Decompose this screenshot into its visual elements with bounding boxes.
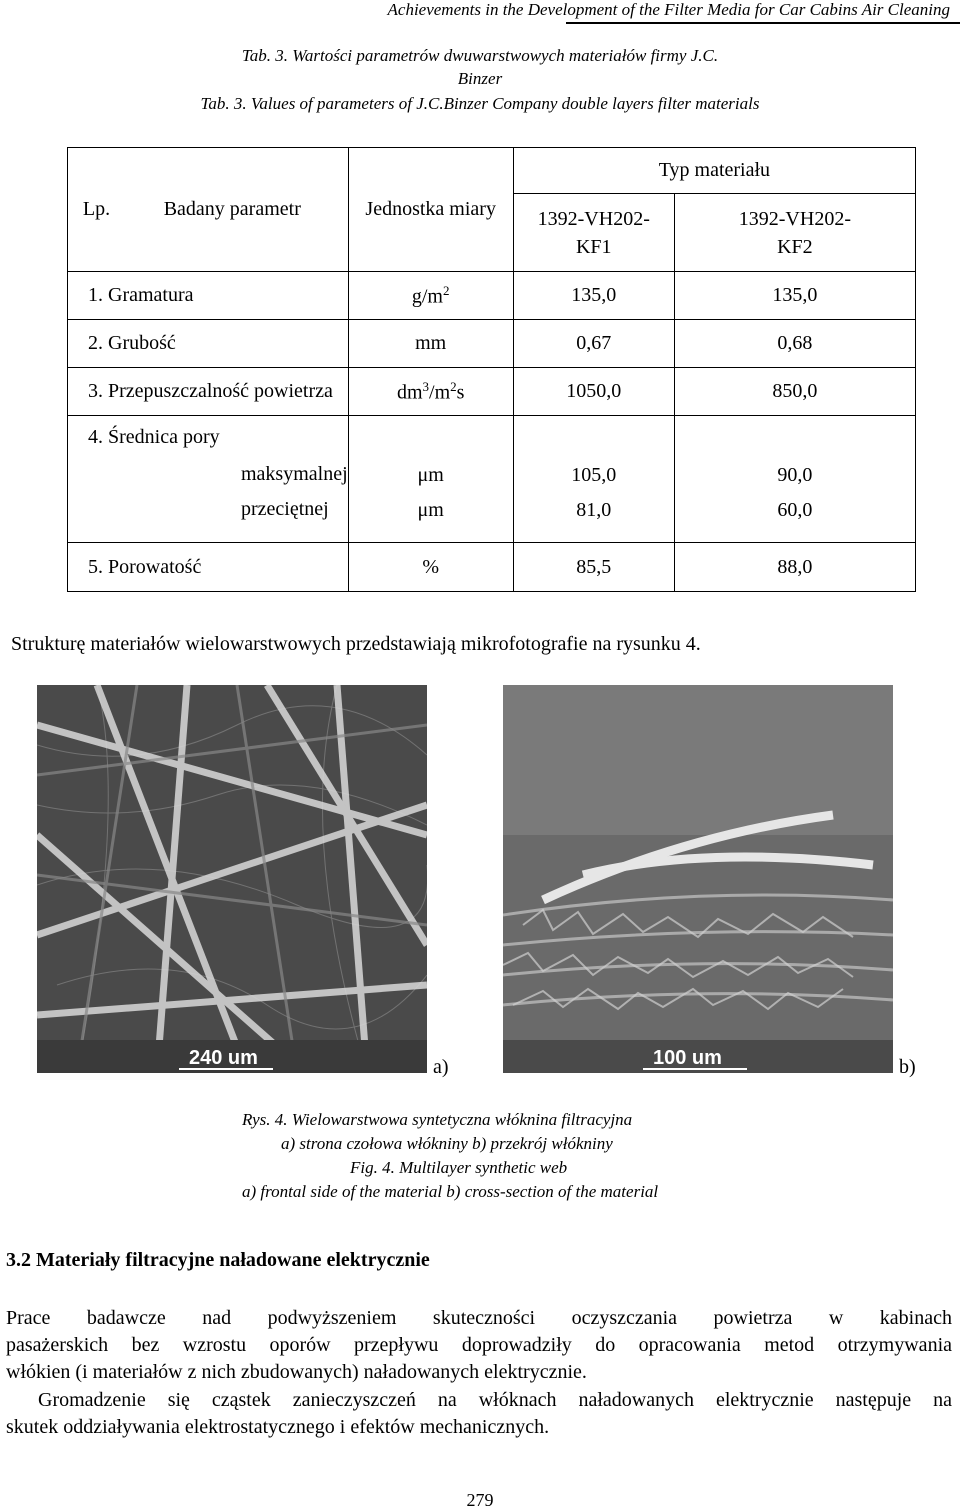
row-value-1: 1050,0 [513,368,674,416]
row-param-cell: 2. Grubość [68,320,349,368]
table-caption-pl [0,44,960,90]
table-caption-pl-line1: Tab. 3. Wartości parametrów dwuwarstwowych materiałów firmy J.C. [241,46,719,65]
row-unit: mm [348,320,513,368]
header-mat1: 1392-VH202- KF1 [513,194,674,272]
fiber-web-image-a [37,685,427,1073]
panel-letter-a: a) [433,1056,449,1078]
row-unit: $g/m^2$ [348,272,513,320]
figure-caption-pl-2: a) strona czołowa włókniny b) przekrój włókniny [281,1134,613,1153]
table-row [68,320,916,368]
header-param: Badany parametr [117,148,348,272]
running-head: Achievements in the Development of the Filter Media for Car Cabins Air Cleaning [387,0,950,19]
figure-caption-en-1: Fig. 4. Multilayer synthetic web [350,1158,568,1177]
row-value-2: 135,0 [674,272,915,320]
fiber-web-image-b [503,685,893,1073]
table-caption-en: Tab. 3. Values of parameters of J.C.Binzer Company double layers filter materials [200,94,760,113]
micrograph-cross-section [503,685,893,1073]
header-mat2: 1392-VH202- KF2 [674,194,915,272]
scale-label-b: 100 um [653,1047,722,1069]
row-value-2: 90,0 60,0 [674,416,915,543]
row-unit: μm μm [348,416,513,543]
row-unit: $dm^3/m^2s$ [348,368,513,416]
sub-label-avg: przeciętnej [241,498,329,520]
row-param-cell: 4. Średnica pory maksymalnej przeciętnej [68,416,349,543]
row-param-cell: 1. Gramatura [68,272,349,320]
parameters-table [67,147,916,592]
figure-caption [242,1108,658,1204]
sub-label-max: maksymalnej [241,463,348,485]
row-value-1: 0,67 [513,320,674,368]
intro-sentence: Strukturę materiałów wielowarstwowych przedstawiają mikrofotografie na rysunku 4. [11,633,701,655]
section-heading: 3.2 Materiały filtracyjne naładowane elektrycznie [6,1249,430,1271]
page-number: 279 [466,1490,494,1510]
row-value-2: 0,68 [674,320,915,368]
table-caption-pl-line2: Binzer [457,69,503,88]
row-value-1: 135,0 [513,272,674,320]
figure-caption-pl-1: Rys. 4. Wielowarstwowa syntetyczna włóknina filtracyjna [242,1110,633,1129]
header-lp: Lp. [68,148,117,272]
figure-caption-en-2: a) frontal side of the material b) cross-section of the material [242,1182,659,1201]
header-unit: Jednostka miary [348,148,513,272]
row-value-1: 85,5 [513,543,674,592]
table-row [68,272,916,320]
header-rule [566,22,960,24]
table-header-row [68,148,916,194]
header-type: Typ materiału [513,148,915,194]
paragraph-2: Gromadzenie się cząstek zanieczyszczeń na włóknach naładowanych elektrycznie następuje na skutek oddziaływania elektrostatycznego i efektów mechanicznych. [6,1389,952,1438]
table-row [68,368,916,416]
table-row [68,416,916,543]
panel-letter-b: b) [899,1056,916,1078]
row-value-2: 88,0 [674,543,915,592]
table-row [68,543,916,592]
row-param-cell: 3. Przepuszczalność powietrza [68,368,349,416]
scale-label-a: 240 um [189,1047,258,1069]
row-value-2: 850,0 [674,368,915,416]
row-param-cell: 5. Porowatość [68,543,349,592]
paragraph-1: Prace badawcze nad podwyższeniem skuteczności oczyszczania powietrza w kabinach pasażerskich bez wzrostu oporów przepływu doprowadziły do opracowania metod otrzymywania włókien (i materiałów z nich zbudowanych) naładowanych elektrycznie. [6,1307,952,1383]
micrograph-frontal [37,685,427,1073]
row-unit: % [348,543,513,592]
row-value-1: 105,0 81,0 [513,416,674,543]
